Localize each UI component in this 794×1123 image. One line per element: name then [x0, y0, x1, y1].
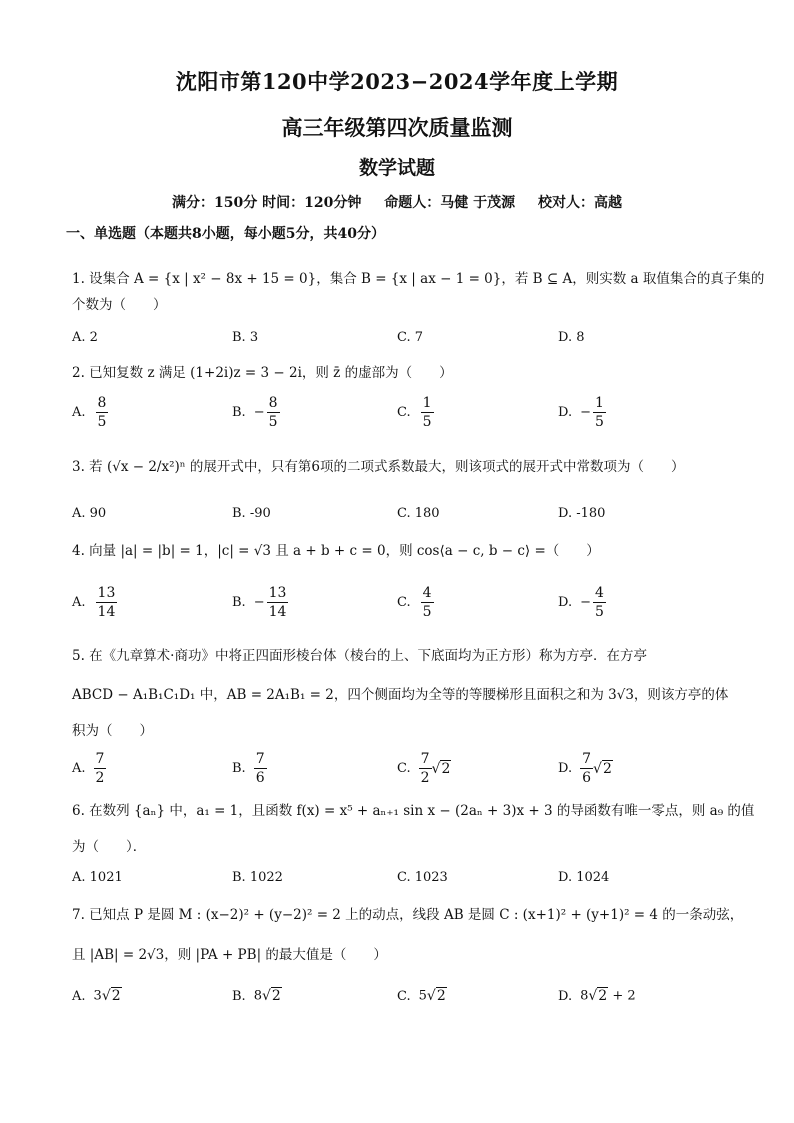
fraction: $\frac{8}{5}$ — [97, 395, 107, 430]
option-d: D. 8 — [558, 330, 585, 345]
option-a: A. 2 — [72, 330, 98, 345]
exam-authors: 命题人：马健 于茂源 — [384, 195, 516, 211]
question-5-options — [72, 750, 752, 790]
option-b: B. -90 — [232, 506, 271, 521]
radical: √2 — [431, 760, 451, 777]
exam-subject-title: 数学试题 — [358, 157, 435, 179]
section-title: 一、单选题（本题共8小题，每小题5分，共40分） — [66, 226, 385, 242]
option-c: C. $\frac{7}{2}$ √2 — [397, 751, 451, 786]
option-a: A. $\frac{8}{5}$ — [72, 395, 107, 430]
question-1-line1: 1. 设集合 A = {x | x² − 8x + 15 = 0}，集合 B = {x | ax − 1 = 0}，若 B ⊆ A，则实数 a 取值集合的真子集的 — [72, 271, 765, 287]
option-c: C. 180 — [397, 506, 440, 521]
question-5-line3: 积为（ ） — [72, 723, 153, 739]
option-b: B. 8√2 — [232, 988, 281, 1004]
exam-reviewer: 校对人：高越 — [537, 195, 622, 211]
option-a: A. 1021 — [72, 870, 123, 885]
option-c: C. 5√2 — [397, 988, 446, 1004]
fraction: $\frac{7}{6}$ — [255, 751, 265, 786]
question-5-line1: 5. 在《九章算术·商功》中将正四面形棱台体（棱台的上、下底面均为正方形）称为方亭．在方亭 — [72, 648, 647, 664]
question-4-line1: 4. 向量 |a| = |b| = 1，|c| = √3 且 a + b + c = 0，则 cos⟨a − c, b − c⟩ =（ ） — [72, 543, 600, 559]
question-4-options — [72, 584, 752, 624]
radical: √2 — [426, 988, 446, 1004]
option-c: C. $\frac{4}{5}$ — [397, 585, 432, 620]
fraction: $\frac{8}{5}$ — [268, 395, 278, 430]
option-a: A. 3√2 — [72, 988, 121, 1004]
exam-title-line2: 高三年级第四次质量监测 — [281, 115, 513, 140]
question-2-options — [72, 394, 752, 434]
question-6-line1: 6. 在数列 {aₙ} 中，a₁ = 1，且函数 f(x) = x⁵ + aₙ₊₁ sin x − (2aₙ + 3)x + 3 的导函数有唯一零点，则 a₉ 的值 — [72, 803, 755, 819]
option-b: B. − $\frac{13}{14}$ — [232, 585, 287, 620]
option-d: D. − $\frac{1}{5}$ — [558, 395, 604, 430]
fraction: $\frac{4}{5}$ — [422, 585, 432, 620]
option-b: B. − $\frac{8}{5}$ — [232, 395, 278, 430]
question-2-line1: 2. 已知复数 z 满足 (1+2i)z = 3 − 2i，则 z̄ 的虚部为（ ） — [72, 365, 453, 381]
exam-title-line1: 沈阳市第120中学2023−2024学年度上学期 — [175, 69, 619, 94]
fraction: $\frac{7}{2}$ — [95, 751, 105, 786]
question-5-line2: ABCD − A₁B₁C₁D₁ 中，AB = 2A₁B₁ = 2，四个侧面均为全等的等腰梯形且面积之和为 3√3，则该方亭的体 — [72, 687, 729, 703]
fraction: $\frac{1}{5}$ — [422, 395, 432, 430]
radical: √2 — [593, 760, 612, 777]
question-3-line1: 3. 若 (√x − 2/x²)ⁿ 的展开式中，只有第6项的二项式系数最大，则该项式的展开式中常数项为（ ） — [72, 459, 685, 475]
fraction: $\frac{4}{5}$ — [595, 585, 604, 620]
question-6-line2: 为（ ）． — [72, 839, 147, 855]
option-d: D. 8√2 + 2 — [558, 988, 636, 1004]
option-d: D. 1024 — [558, 870, 610, 885]
option-c: C. 1023 — [397, 870, 448, 885]
radical: √2 — [101, 988, 121, 1004]
option-b: B. 3 — [232, 330, 259, 345]
exam-meta — [0, 192, 794, 212]
option-a: A. $\frac{13}{14}$ — [72, 585, 116, 620]
question-1-line2: 个数为（ ） — [72, 297, 167, 313]
option-b: B. $\frac{7}{6}$ — [232, 751, 265, 786]
radical: √2 — [261, 988, 281, 1004]
question-7-line1: 7. 已知点 P 是圆 M : (x−2)² + (y−2)² = 2 上的动点，线段 AB 是圆 C : (x+1)² + (y+1)² = 4 的一条动弦， — [72, 907, 744, 923]
fraction: $\frac{13}{14}$ — [268, 585, 287, 620]
fraction: $\frac{7}{2}$ — [420, 751, 430, 786]
option-d: D. $\frac{7}{6}$ √2 — [558, 751, 612, 786]
option-d: D. -180 — [558, 506, 606, 521]
option-d: D. − $\frac{4}{5}$ — [558, 585, 604, 620]
option-a: A. $\frac{7}{2}$ — [72, 751, 105, 786]
fraction: $\frac{1}{5}$ — [595, 395, 604, 430]
radical: √2 — [588, 988, 608, 1004]
fraction: $\frac{7}{6}$ — [582, 751, 592, 786]
exam-score-time: 满分：150分 时间：120分钟 — [172, 195, 362, 211]
question-7-options — [72, 988, 752, 1028]
option-c: C. 7 — [397, 330, 424, 345]
option-c: C. $\frac{1}{5}$ — [397, 395, 432, 430]
question-7-line2: 且 |AB| = 2√3，则 |PA + PB| 的最大值是（ ） — [72, 947, 387, 963]
fraction: $\frac{13}{14}$ — [97, 585, 116, 620]
option-b: B. 1022 — [232, 870, 283, 885]
option-a: A. 90 — [72, 506, 107, 521]
